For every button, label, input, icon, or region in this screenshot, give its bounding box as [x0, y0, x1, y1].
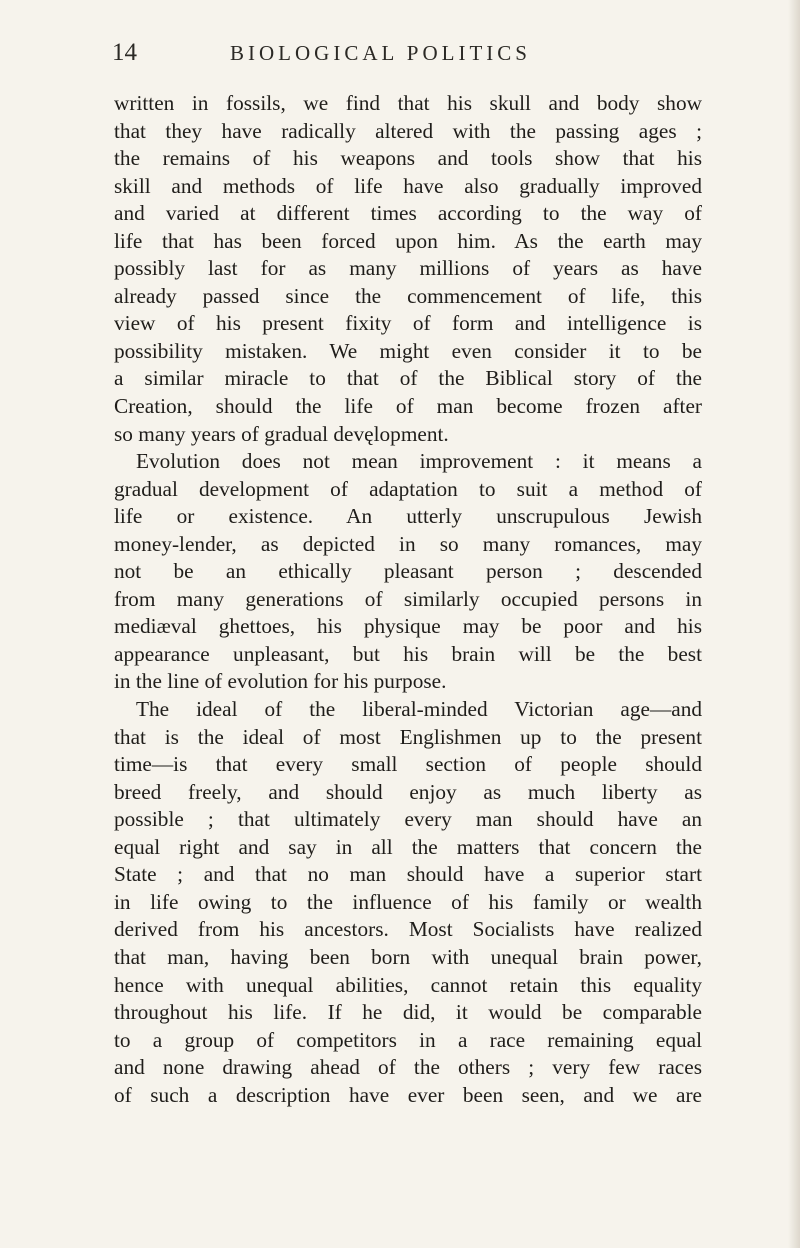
text-line: life that has been forced upon him. As the earth may — [114, 228, 702, 253]
text-line: view of his present fixity of form and intelligence is — [114, 311, 702, 336]
text-line: in life owing to the influence of his family or wealth — [114, 889, 702, 914]
text-line: mediæval ghettoes, his physique may be poor and his — [114, 614, 702, 639]
page-number: 14 — [112, 39, 137, 66]
page-edge-shadow — [788, 0, 800, 1248]
text-line: appearance unpleasant, but his brain will be the best — [114, 641, 702, 666]
text-line: possibly last for as many millions of years as have — [114, 256, 702, 281]
text-line: money-lender, as depicted in so many romances, may — [114, 531, 702, 556]
text-line: to a group of competitors in a race remaining equal — [114, 1027, 702, 1052]
text-line: possibility mistaken. We might even consider it to be — [114, 338, 702, 363]
text-line: that man, having been born with unequal brain power, — [114, 944, 702, 969]
text-line: equal right and say in all the matters that concern the — [114, 834, 702, 859]
text-line: a similar miracle to that of the Biblical story of the — [114, 366, 702, 391]
text-line: not be an ethically pleasant person ; descended — [114, 559, 702, 584]
text-line: life or existence. An utterly unscrupulous Jewish — [114, 504, 702, 529]
text-line: and none drawing ahead of the others ; very few races — [114, 1055, 702, 1080]
text-line: that is the ideal of most Englishmen up to the present — [114, 724, 702, 749]
text-line: the remains of his weapons and tools show that his — [114, 146, 702, 171]
text-line: State ; and that no man should have a superior start — [114, 862, 702, 887]
text-line: breed freely, and should enjoy as much liberty as — [114, 779, 702, 804]
paragraph-first-line: Evolution does not mean improvement : it means a — [136, 449, 702, 474]
running-title: BIOLOGICAL POLITICS — [230, 41, 531, 65]
text-line: and varied at different times according to the way of — [114, 201, 702, 226]
text-line: throughout his life. If he did, it would be comparable — [114, 1000, 702, 1025]
text-line: skill and methods of life have also gradually improved — [114, 173, 702, 198]
text-line: in the line of evolution for his purpose. — [114, 669, 447, 694]
text-line: gradual development of adaptation to suit a method of — [114, 476, 702, 501]
text-line: so many years of gradual devęlopment. — [114, 421, 449, 446]
text-line: written in fossils, we find that his skull and body show — [114, 91, 702, 115]
text-line: derived from his ancestors. Most Socialists have realized — [114, 917, 702, 942]
text-line: Creation, should the life of man become frozen after — [114, 394, 702, 419]
text-line: from many generations of similarly occupied persons in — [114, 586, 702, 611]
text-line: of such a description have ever been seen, and we are — [114, 1082, 702, 1107]
text-line: hence with unequal abilities, cannot retain this equality — [114, 972, 702, 997]
body-text — [114, 90, 702, 1109]
paragraph-first-line: The ideal of the liberal-minded Victorian age—and — [136, 697, 702, 722]
text-line: possible ; that ultimately every man should have an — [114, 807, 702, 832]
text-line: already passed since the commencement of life, this — [114, 283, 702, 308]
text-line: that they have radically altered with the passing ages ; — [114, 118, 702, 143]
text-line: time—is that every small section of people should — [114, 752, 702, 777]
